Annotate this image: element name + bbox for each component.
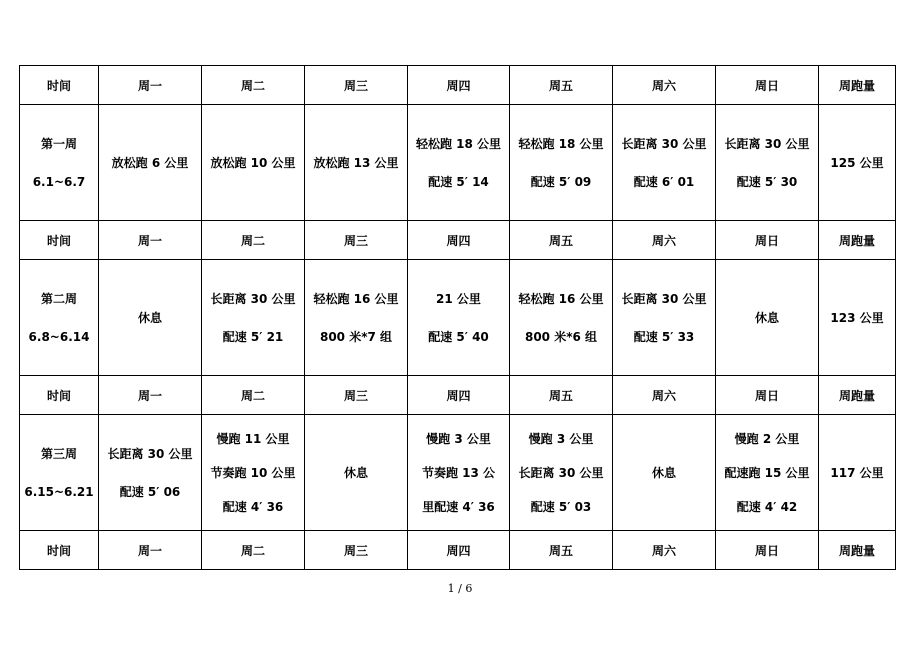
cell-line: 慢跑 3 公里 bbox=[426, 431, 491, 446]
header-cell: 周跑量 bbox=[819, 531, 896, 570]
header-cell: 周五 bbox=[510, 531, 613, 570]
cell-line: 慢跑 2 公里 bbox=[734, 431, 800, 446]
cell-line: 配速 5′ 30 bbox=[736, 174, 798, 189]
header-cell: 周三 bbox=[305, 531, 408, 570]
day-cell-sat bbox=[613, 260, 716, 376]
cell-line: 放松跑 10 公里 bbox=[210, 155, 296, 170]
cell-line: 休息 bbox=[754, 310, 779, 325]
header-cell: 周六 bbox=[613, 221, 716, 260]
header-row bbox=[20, 66, 896, 105]
day-cell-fri bbox=[510, 415, 613, 531]
day-cell-tue bbox=[202, 105, 305, 221]
cell-line: 配速 6′ 01 bbox=[633, 174, 695, 189]
header-cell: 周四 bbox=[408, 221, 510, 260]
cell-line: 长距离 30 公里 bbox=[621, 291, 707, 306]
day-cell-sun bbox=[716, 260, 819, 376]
header-cell: 周三 bbox=[305, 221, 408, 260]
cell-line: 配速 5′ 06 bbox=[119, 484, 181, 499]
cell-line: 长距离 30 公里 bbox=[107, 446, 193, 461]
header-cell: 周日 bbox=[716, 376, 819, 415]
day-cell-sat bbox=[613, 105, 716, 221]
header-cell: 周三 bbox=[305, 66, 408, 105]
week-row bbox=[20, 105, 896, 221]
cell-line: 配速跑 15 公里 bbox=[724, 465, 810, 480]
cell-line: 6.8~6.14 bbox=[28, 329, 90, 344]
header-cell: 周二 bbox=[202, 66, 305, 105]
cell-line: 配速 5′ 09 bbox=[530, 174, 592, 189]
training-plan-table bbox=[19, 65, 896, 570]
cell-line: 放松跑 6 公里 bbox=[111, 155, 189, 170]
cell-line: 配速 5′ 03 bbox=[530, 499, 592, 514]
cell-line: 里配速 4′ 36 bbox=[422, 499, 495, 514]
cell-line: 慢跑 3 公里 bbox=[528, 431, 594, 446]
cell-line: 休息 bbox=[137, 310, 162, 325]
header-row bbox=[20, 531, 896, 570]
header-cell: 周三 bbox=[305, 376, 408, 415]
day-cell-mon bbox=[99, 415, 202, 531]
cell-line: 轻松跑 16 公里 bbox=[313, 291, 399, 306]
cell-line: 第一周 bbox=[40, 136, 77, 151]
header-row bbox=[20, 221, 896, 260]
header-cell: 周六 bbox=[613, 376, 716, 415]
header-cell: 周六 bbox=[613, 66, 716, 105]
cell-line: 长距离 30 公里 bbox=[724, 136, 810, 151]
cell-line: 配速 5′ 40 bbox=[428, 329, 489, 344]
weekly-total-cell: 125 公里 bbox=[819, 105, 896, 221]
cell-line: 慢跑 11 公里 bbox=[216, 431, 290, 446]
cell-line: 配速 4′ 36 bbox=[222, 499, 284, 514]
header-cell: 周日 bbox=[716, 221, 819, 260]
cell-line: 长距离 30 公里 bbox=[518, 465, 604, 480]
day-cell-thu bbox=[408, 105, 510, 221]
cell-line: 第二周 bbox=[40, 291, 77, 306]
day-cell-fri bbox=[510, 260, 613, 376]
week-label-cell bbox=[20, 415, 99, 531]
day-cell-sat bbox=[613, 415, 716, 531]
weekly-total-cell: 117 公里 bbox=[819, 415, 896, 531]
header-cell: 周日 bbox=[716, 66, 819, 105]
day-cell-fri bbox=[510, 105, 613, 221]
header-cell: 时间 bbox=[20, 376, 99, 415]
header-cell: 周五 bbox=[510, 376, 613, 415]
week-label-cell bbox=[20, 105, 99, 221]
header-cell: 周跑量 bbox=[819, 221, 896, 260]
header-cell: 周四 bbox=[408, 66, 510, 105]
header-cell: 周二 bbox=[202, 221, 305, 260]
cell-line: 轻松跑 16 公里 bbox=[518, 291, 604, 306]
header-cell: 周日 bbox=[716, 531, 819, 570]
header-cell: 周四 bbox=[408, 531, 510, 570]
header-cell: 周五 bbox=[510, 66, 613, 105]
cell-line: 21 公里 bbox=[436, 291, 481, 306]
day-cell-mon bbox=[99, 105, 202, 221]
cell-line: 长距离 30 公里 bbox=[210, 291, 296, 306]
cell-line: 配速 4′ 42 bbox=[736, 499, 798, 514]
header-cell: 周一 bbox=[99, 376, 202, 415]
header-cell: 周四 bbox=[408, 376, 510, 415]
day-cell-wed bbox=[305, 105, 408, 221]
cell-line: 第三周 bbox=[40, 446, 77, 461]
header-cell: 周六 bbox=[613, 531, 716, 570]
header-cell: 周五 bbox=[510, 221, 613, 260]
cell-line: 配速 5′ 21 bbox=[222, 329, 284, 344]
cell-line: 放松跑 13 公里 bbox=[313, 155, 399, 170]
cell-line: 800 米*7 组 bbox=[319, 329, 393, 344]
header-row bbox=[20, 376, 896, 415]
header-cell: 周一 bbox=[99, 531, 202, 570]
header-cell: 时间 bbox=[20, 531, 99, 570]
header-cell: 周一 bbox=[99, 66, 202, 105]
cell-line: 配速 5′ 33 bbox=[633, 329, 695, 344]
day-cell-sun bbox=[716, 105, 819, 221]
day-cell-thu bbox=[408, 415, 510, 531]
day-cell-tue bbox=[202, 415, 305, 531]
header-cell: 时间 bbox=[20, 66, 99, 105]
cell-line: 800 米*6 组 bbox=[524, 329, 598, 344]
header-cell: 时间 bbox=[20, 221, 99, 260]
day-cell-wed bbox=[305, 415, 408, 531]
header-cell: 周跑量 bbox=[819, 66, 896, 105]
day-cell-wed bbox=[305, 260, 408, 376]
cell-line: 节奏跑 10 公里 bbox=[210, 465, 296, 480]
cell-line: 6.1~6.7 bbox=[32, 174, 86, 189]
header-cell: 周跑量 bbox=[819, 376, 896, 415]
day-cell-thu bbox=[408, 260, 510, 376]
weekly-total-cell: 123 公里 bbox=[819, 260, 896, 376]
week-label-cell bbox=[20, 260, 99, 376]
day-cell-tue bbox=[202, 260, 305, 376]
day-cell-sun bbox=[716, 415, 819, 531]
cell-line: 轻松跑 18 公里 bbox=[415, 136, 502, 151]
header-cell: 周一 bbox=[99, 221, 202, 260]
header-cell: 周二 bbox=[202, 376, 305, 415]
header-cell: 周二 bbox=[202, 531, 305, 570]
cell-line: 休息 bbox=[651, 465, 676, 480]
cell-line: 长距离 30 公里 bbox=[621, 136, 707, 151]
cell-line: 节奏跑 13 公 bbox=[421, 465, 496, 480]
cell-line: 配速 5′ 14 bbox=[428, 174, 489, 189]
week-row bbox=[20, 260, 896, 376]
day-cell-mon bbox=[99, 260, 202, 376]
week-row bbox=[20, 415, 896, 531]
cell-line: 休息 bbox=[343, 465, 368, 480]
cell-line: 轻松跑 18 公里 bbox=[518, 136, 604, 151]
page-number: 1 / 6 bbox=[447, 582, 473, 595]
cell-line: 6.15~6.21 bbox=[24, 484, 94, 499]
